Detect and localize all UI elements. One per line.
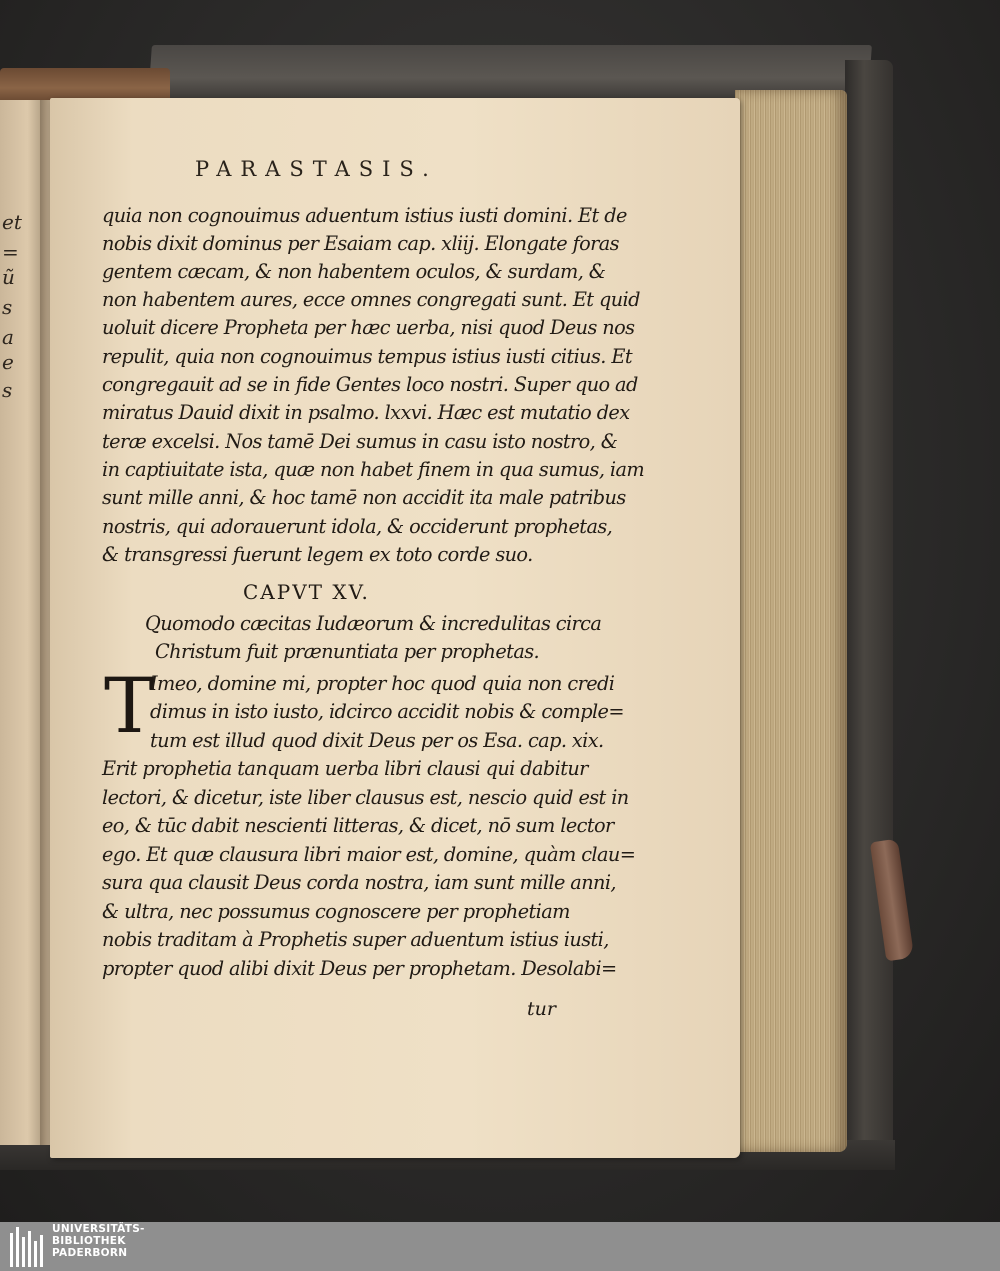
library-name-line: PADERBORN — [52, 1247, 128, 1259]
left-page-fragment: et — [2, 210, 22, 234]
drop-initial: T — [104, 661, 155, 750]
left-page-fragment: e — [2, 350, 14, 374]
text-line: propter quod alibi dixit Deus per prophetam. Desolabi= — [102, 957, 617, 980]
book-cover-right — [845, 60, 893, 1150]
text-line: nobis traditam à Prophetis super aduentum istius iusti, — [102, 928, 609, 951]
text-line: Imeo, domine mi, propter hoc quod quia non credi — [150, 672, 615, 695]
text-line: repulit, quia non cognouimus tempus istius iusti citius. Et — [102, 345, 632, 368]
text-line: in captiuitate ista, quæ non habet finem in qua sumus, iam — [102, 458, 645, 481]
page-fore-edge — [735, 90, 847, 1152]
running-head: PARASTASIS. — [195, 157, 438, 181]
summary-line: Quomodo cæcitas Iudæorum & incredulitas circa — [145, 612, 602, 635]
text-line: teræ excelsi. Nos tamē Dei sumus in casu isto nostro, & — [102, 430, 618, 453]
text-line: eo, & tūc dabit nescienti litteras, & dicet, nō sum lector — [102, 814, 614, 837]
text-line: gentem cæcam, & non habentem oculos, & surdam, & — [102, 260, 606, 283]
text-line: Erit prophetia tanquam uerba libri clausi qui dabitur — [102, 757, 588, 780]
library-footer — [0, 1222, 1000, 1271]
left-page-fragment: = — [2, 240, 19, 264]
library-name-line: BIBLIOTHEK — [52, 1235, 126, 1247]
library-name — [52, 1223, 145, 1259]
catchword: tur — [527, 998, 556, 1020]
summary-line: Christum fuit prænuntiata per prophetas. — [155, 640, 540, 663]
text-line: sunt mille anni, & hoc tamē non accidit ita male patribus — [102, 486, 626, 509]
text-line: nostris, qui adorauerunt idola, & occiderunt prophetas, — [102, 515, 613, 538]
text-line: dimus in isto iusto, idcirco accidit nobis & comple= — [150, 700, 624, 723]
text-line: lectori, & dicetur, iste liber clausus est, nescio quid est in — [102, 786, 629, 809]
left-page-fragment: s — [2, 378, 13, 402]
chapter-title: CAPVT XV. — [243, 580, 370, 604]
text-line: & ultra, nec possumus cognoscere per prophetiam — [102, 900, 570, 923]
library-name-line: UNIVERSITÄTS- — [52, 1223, 145, 1235]
text-line: sura qua clausit Deus corda nostra, iam sunt mille anni, — [102, 871, 616, 894]
text-line: quia non cognouimus aduentum istius iusti domini. Et de — [102, 204, 627, 227]
text-line: nobis dixit dominus per Esaiam cap. xliij. Elongate foras — [102, 232, 619, 255]
text-line: non habentem aures, ecce omnes congregati sunt. Et quid — [102, 288, 640, 311]
left-page-fragment: s — [2, 295, 13, 319]
library-logo-icon — [10, 1227, 46, 1267]
left-page-fragment: a — [2, 325, 14, 349]
text-line: uoluit dicere Propheta per hæc uerba, nisi quod Deus nos — [102, 316, 635, 339]
text-line: tum est illud quod dixit Deus per os Esa. cap. xix. — [150, 729, 604, 752]
text-line: & transgressi fuerunt legem ex toto corde suo. — [102, 543, 533, 566]
text-line: congregauit ad se in fide Gentes loco nostri. Super quo ad — [102, 373, 638, 396]
text-line: ego. Et quæ clausura libri maior est, domine, quàm clau= — [102, 843, 636, 866]
text-line: miratus Dauid dixit in psalmo. lxxvi. Hæc est mutatio dex — [102, 401, 630, 424]
left-page-fragment: ũ — [2, 265, 15, 289]
